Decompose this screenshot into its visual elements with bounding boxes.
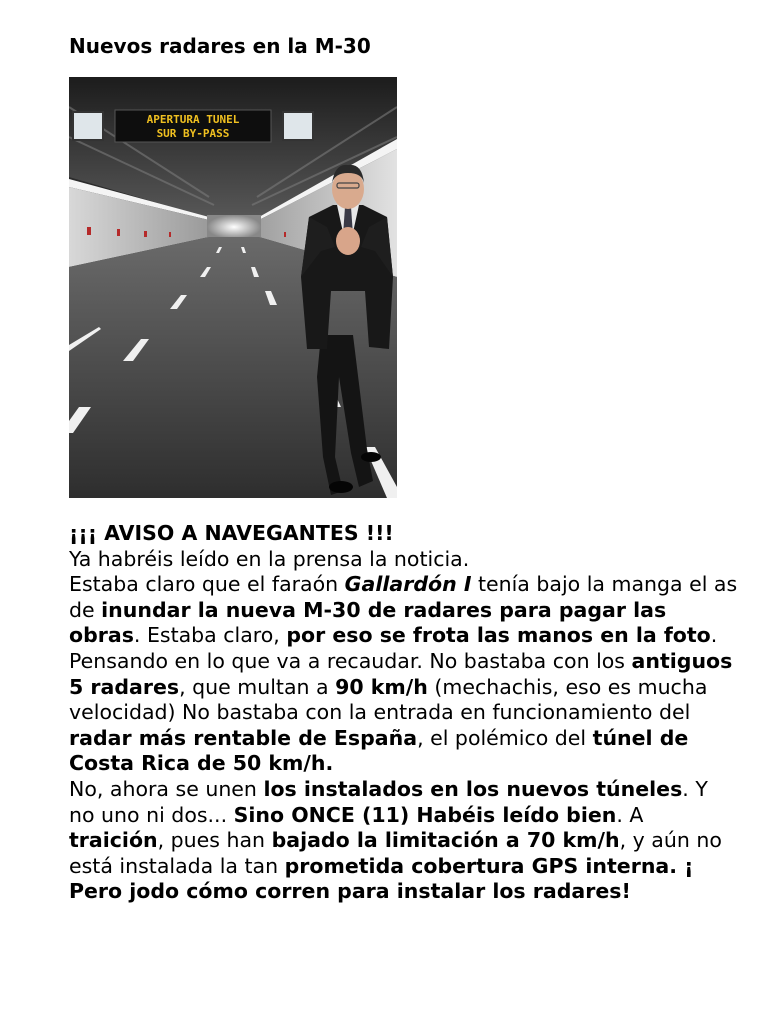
paragraph-3: No, ahora se unen los instalados en los nuevos túneles. Y no uno ni dos... Sino ONCE (11) Habéis leído bien. A traición, pues han bajado la limitación a 70 km/h, y aún no está instalada la tan prometida cobertura GPS interna. ¡ Pero jodo cómo corren para instalar los radares! bbox=[69, 776, 722, 904]
sign-line-2: SUR BY-PASS bbox=[156, 127, 230, 140]
tunnel-photo bbox=[69, 77, 397, 498]
page-title: Nuevos radares en la M-30 bbox=[69, 34, 371, 58]
article-body bbox=[69, 521, 739, 905]
article-heading: ¡¡¡ AVISO A NAVEGANTES !!! bbox=[69, 521, 394, 545]
sign-line-1: APERTURA TUNEL bbox=[146, 113, 240, 126]
tunnel-photo-illustration bbox=[69, 77, 397, 498]
paragraph-2: Estaba claro que el faraón Gallardón I tenía bajo la manga el as de inundar la nueva M-30 de radares para pagar las obras. Estaba claro, por eso se frota las manos en la foto. Pensando en lo que va a recaudar. No bastaba con los antiguos 5 radares, que multan a 90 km/h (mechachis, eso es mucha velocidad) No bastaba con la entrada en funcionamiento del radar más rentable de España, el polémico del túnel de Costa Rica de 50 km/h. bbox=[69, 572, 738, 776]
paragraph-1: Ya habréis leído en la prensa la noticia. bbox=[69, 546, 470, 571]
